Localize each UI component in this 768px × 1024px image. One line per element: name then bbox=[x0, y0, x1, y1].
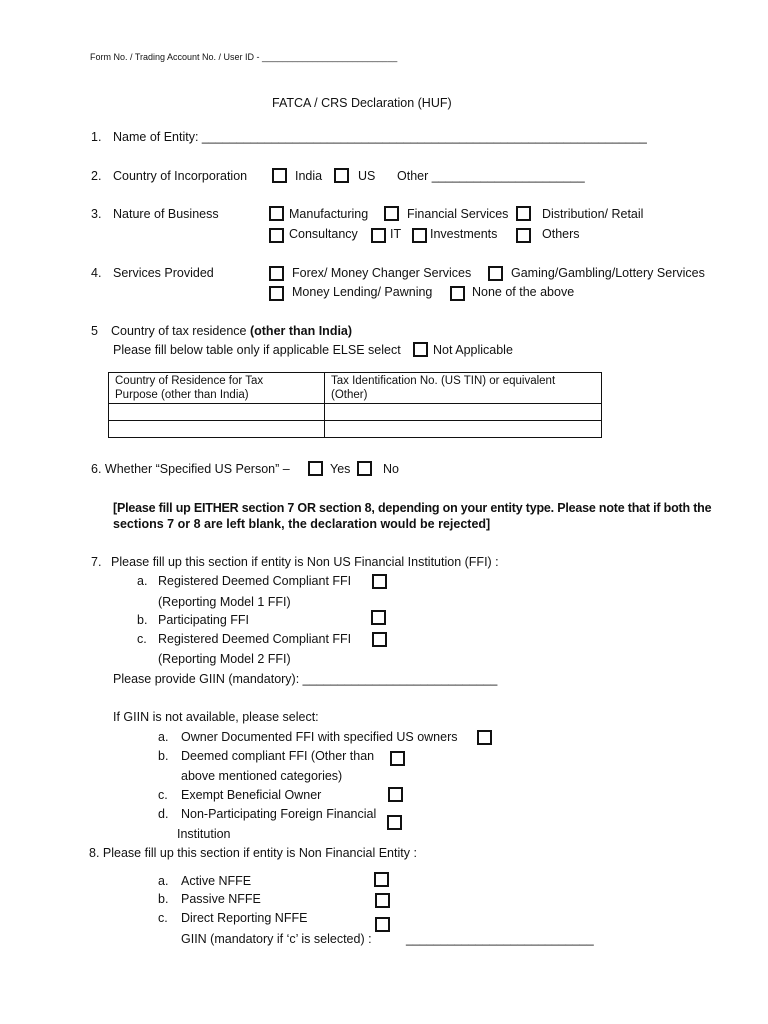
exempt-beneficial-owner-checkbox[interactable] bbox=[388, 787, 403, 802]
direct-reporting-nffe-checkbox[interactable] bbox=[375, 917, 390, 932]
table-header-country bbox=[109, 373, 325, 404]
section-2-number: 2. bbox=[91, 169, 102, 183]
item-giin-b-sublabel: above mentioned categories) bbox=[181, 769, 343, 783]
item-giin-c-letter: c. bbox=[158, 788, 168, 802]
tax-residence-table bbox=[108, 372, 602, 438]
registered-deemed-compliant-model2-checkbox[interactable] bbox=[372, 632, 387, 647]
other-country-field[interactable]: Other ______________________ bbox=[397, 169, 585, 183]
item-7a-letter: a. bbox=[137, 574, 148, 588]
specified-us-person-label: 6. Whether “Specified US Person” – bbox=[91, 462, 290, 476]
investments-checkbox[interactable] bbox=[412, 228, 427, 243]
item-giin-d-letter: d. bbox=[158, 807, 169, 821]
page-title: FATCA / CRS Declaration (HUF) bbox=[272, 96, 452, 110]
item-7a-label: Registered Deemed Compliant FFI bbox=[158, 574, 352, 588]
table-cell-country[interactable] bbox=[109, 404, 325, 421]
name-of-entity-field[interactable]: Name of Entity: ________________________________________________________________ bbox=[113, 130, 647, 144]
financial-services-label: Financial Services bbox=[407, 207, 509, 221]
us-checkbox[interactable] bbox=[334, 168, 349, 183]
section-3-number: 3. bbox=[91, 207, 102, 221]
section-7-number: 7. bbox=[91, 555, 102, 569]
table-header-tin bbox=[325, 373, 602, 404]
nature-of-business-label: Nature of Business bbox=[113, 207, 219, 221]
investments-label: Investments bbox=[430, 227, 498, 241]
nffe-giin-field[interactable]: ___________________________ bbox=[406, 932, 594, 946]
item-giin-a-letter: a. bbox=[158, 730, 169, 744]
manufacturing-checkbox[interactable] bbox=[269, 206, 284, 221]
participating-ffi-checkbox[interactable] bbox=[371, 610, 386, 625]
instruction-note-line1: [Please fill up EITHER section 7 OR section 8, depending on your entity type. Please note that if both the bbox=[113, 501, 712, 515]
services-provided-label: Services Provided bbox=[113, 266, 214, 280]
no-checkbox[interactable] bbox=[357, 461, 372, 476]
owner-documented-ffi-checkbox[interactable] bbox=[477, 730, 492, 745]
item-8c-label: Direct Reporting NFFE bbox=[181, 911, 308, 925]
item-giin-d-sublabel: Institution bbox=[177, 827, 231, 841]
passive-nffe-checkbox[interactable] bbox=[375, 893, 390, 908]
section-8-label: 8. Please fill up this section if entity is Non Financial Entity : bbox=[89, 846, 417, 860]
item-8b-label: Passive NFFE bbox=[181, 892, 261, 906]
table-header-country-line1: Country of Residence for Tax bbox=[115, 375, 264, 387]
item-8a-label: Active NFFE bbox=[181, 874, 252, 888]
tax-residence-qualifier: (other than India) bbox=[249, 324, 353, 338]
item-giin-b-letter: b. bbox=[158, 749, 169, 763]
consultancy-checkbox[interactable] bbox=[269, 228, 284, 243]
item-7b-label: Participating FFI bbox=[158, 613, 250, 627]
yes-checkbox[interactable] bbox=[308, 461, 323, 476]
yes-label: Yes bbox=[330, 462, 351, 476]
giin-not-available-label: If GIIN is not available, please select: bbox=[113, 710, 319, 724]
form-reference-line: Form No. / Trading Account No. / User ID - ___________________________ bbox=[90, 52, 398, 62]
india-checkbox[interactable] bbox=[272, 168, 287, 183]
money-lending-label: Money Lending/ Pawning bbox=[292, 285, 433, 299]
others-checkbox[interactable] bbox=[516, 228, 531, 243]
india-label: India bbox=[295, 169, 323, 183]
instruction-note-line2: sections 7 or 8 are left blank, the declaration would be rejected] bbox=[113, 517, 491, 531]
table-header-country-line2: Purpose (other than India) bbox=[115, 389, 249, 401]
none-of-the-above-checkbox[interactable] bbox=[450, 286, 465, 301]
forex-label: Forex/ Money Changer Services bbox=[292, 266, 472, 280]
item-giin-b-label: Deemed compliant FFI (Other than bbox=[181, 749, 375, 763]
country-of-incorporation-label: Country of Incorporation bbox=[113, 169, 248, 183]
section-5-number: 5 bbox=[91, 324, 98, 338]
tax-residence-label: Country of tax residence bbox=[111, 324, 250, 338]
deemed-compliant-ffi-checkbox[interactable] bbox=[390, 751, 405, 766]
not-applicable-checkbox[interactable] bbox=[413, 342, 428, 357]
no-label: No bbox=[383, 462, 399, 476]
none-of-the-above-label: None of the above bbox=[472, 285, 575, 299]
item-7c-sublabel: (Reporting Model 2 FFI) bbox=[158, 652, 291, 666]
item-giin-c-label: Exempt Beneficial Owner bbox=[181, 788, 322, 802]
section-4-number: 4. bbox=[91, 266, 102, 280]
others-label: Others bbox=[542, 227, 580, 241]
table-header-row bbox=[109, 373, 602, 404]
distribution-retail-label: Distribution/ Retail bbox=[542, 207, 644, 221]
gaming-checkbox[interactable] bbox=[488, 266, 503, 281]
table-cell-country[interactable] bbox=[109, 421, 325, 438]
section-7-label: Please fill up this section if entity is Non US Financial Institution (FFI) : bbox=[111, 555, 499, 569]
item-7c-letter: c. bbox=[137, 632, 147, 646]
registered-deemed-compliant-model1-checkbox[interactable] bbox=[372, 574, 387, 589]
nffe-giin-label: GIIN (mandatory if ‘c’ is selected) : bbox=[181, 932, 372, 946]
table-cell-tin[interactable] bbox=[325, 404, 602, 421]
not-applicable-label: Not Applicable bbox=[433, 343, 513, 357]
gaming-label: Gaming/Gambling/Lottery Services bbox=[511, 266, 705, 280]
table-row bbox=[109, 404, 602, 421]
manufacturing-label: Manufacturing bbox=[289, 207, 369, 221]
tax-residence-instruction: Please fill below table only if applicable ELSE select bbox=[113, 343, 401, 357]
item-7b-letter: b. bbox=[137, 613, 148, 627]
item-giin-a-label: Owner Documented FFI with specified US owners bbox=[181, 730, 458, 744]
distribution-retail-checkbox[interactable] bbox=[516, 206, 531, 221]
table-header-tin-line1: Tax Identification No. (US TIN) or equivalent bbox=[331, 375, 556, 387]
it-checkbox[interactable] bbox=[371, 228, 386, 243]
item-8a-letter: a. bbox=[158, 874, 169, 888]
item-giin-d-label: Non-Participating Foreign Financial bbox=[181, 807, 377, 821]
table-cell-tin[interactable] bbox=[325, 421, 602, 438]
us-label: US bbox=[358, 169, 376, 183]
it-label: IT bbox=[390, 227, 402, 241]
consultancy-label: Consultancy bbox=[289, 227, 358, 241]
giin-field[interactable]: Please provide GIIN (mandatory): ____________________________ bbox=[113, 672, 498, 686]
financial-services-checkbox[interactable] bbox=[384, 206, 399, 221]
section-1-number: 1. bbox=[91, 130, 102, 144]
tax-residence-heading bbox=[111, 324, 352, 338]
money-lending-checkbox[interactable] bbox=[269, 286, 284, 301]
item-8c-letter: c. bbox=[158, 911, 168, 925]
table-row bbox=[109, 421, 602, 438]
active-nffe-checkbox[interactable] bbox=[374, 872, 389, 887]
table-header-tin-line2: (Other) bbox=[331, 389, 368, 401]
item-7c-label: Registered Deemed Compliant FFI bbox=[158, 632, 352, 646]
item-7a-sublabel: (Reporting Model 1 FFI) bbox=[158, 595, 291, 609]
forex-checkbox[interactable] bbox=[269, 266, 284, 281]
item-8b-letter: b. bbox=[158, 892, 169, 906]
non-participating-ffi-checkbox[interactable] bbox=[387, 815, 402, 830]
